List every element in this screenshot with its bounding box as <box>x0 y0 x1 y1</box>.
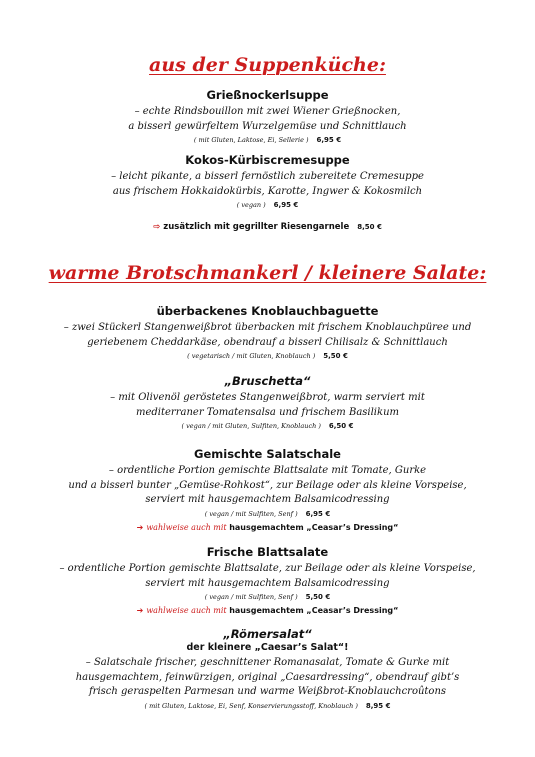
section-title-soups: aus der Suppenküche: <box>149 54 386 76</box>
item-allergens <box>0 135 535 146</box>
allergen-text: ( vegan / mit Sulfiten, Senf ) <box>204 509 298 518</box>
arrow-right-icon: ➔ <box>136 522 144 532</box>
item-desc-line: hausgemachtem, feinwürzigen, original „Caesardressing“, obendrauf gibt’s <box>75 671 460 683</box>
item-price: 6,95 € <box>305 509 331 518</box>
item-desc-line: – leicht pikante, a bisserl fernöstlich zubereitete Cremesuppe <box>111 171 424 182</box>
addon-prefix: wahlweise auch mit <box>146 522 227 532</box>
menu-item-griessnockerlsuppe <box>0 88 535 146</box>
item-desc-line: serviert mit hausgemachtem Balsamicodressing <box>145 577 390 589</box>
item-title: Grießnockerlsuppe <box>206 88 329 102</box>
item-desc-line: serviert mit hausgemachtem Balsamicodressing <box>145 494 390 505</box>
addon-prefix: wahlweise auch mit <box>146 606 227 615</box>
menu-item-bruschetta <box>0 374 535 432</box>
addon-dressing-option <box>0 521 535 534</box>
item-price: 8,95 € <box>365 701 391 710</box>
menu-item-roemersalat <box>0 627 535 712</box>
item-subtitle: der kleinere „Caesar’s Salat“! <box>186 642 349 653</box>
menu-item-frische-blattsalate <box>0 545 535 617</box>
allergen-text: ( vegetarisch / mit Gluten, Knoblauch ) <box>187 352 316 360</box>
addon-text: hausgemachtem „Ceasar’s Dressing“ <box>229 606 399 615</box>
allergen-text: ( mit Gluten, Laktose, Ei, Senf, Konservierungsstoff, Knoblauch ) <box>144 701 358 710</box>
item-desc-line: – mit Olivenöl geröstetes Stangenweißbrot, warm serviert mit <box>110 392 425 403</box>
item-desc-line: frisch geraspelten Parmesan und warme Weißbrot-Knoblauchcroûtons <box>88 686 447 697</box>
item-title: Frische Blattsalate <box>206 545 329 559</box>
item-title: „Bruschetta“ <box>224 374 311 388</box>
item-allergens <box>0 592 535 603</box>
item-title: Kokos-Kürbiscremesuppe <box>185 153 350 167</box>
allergen-text: ( vegan / mit Sulfiten, Senf ) <box>204 593 298 601</box>
item-desc-line: – Salatschale frischer, geschnittener Romanasalat, Tomate & Gurke mit <box>85 657 450 668</box>
item-desc-line: a bisserl gewürfeltem Wurzelgemüse und Schnittlauch <box>128 120 407 132</box>
item-price: 8,50 € <box>357 223 382 231</box>
item-desc-line: und a bisserl bunter „Gemüse-Rohkost“, zur Beilage oder als kleine Vorspeise, <box>68 479 467 491</box>
item-desc-line: – zwei Stückerl Stangenweißbrot überbacken mit frischem Knoblauchpüree und <box>63 322 472 333</box>
item-price: 5,50 € <box>323 352 348 360</box>
addon-text: zusätzlich mit gegrillter Riesengarnele <box>163 222 350 232</box>
item-allergens <box>0 421 535 432</box>
item-title: Gemischte Salatschale <box>194 447 341 461</box>
section-title-bread-salads: warme Brotschmankerl / kleinere Salate: <box>48 262 487 284</box>
item-allergens <box>0 351 535 362</box>
item-price: 6,50 € <box>328 422 354 430</box>
item-desc-line: geriebenem Cheddarkäse, obendrauf a bisserl Chilisalz & Schnittlauch <box>87 336 448 348</box>
item-price: 6,95 € <box>273 201 299 209</box>
item-price: 5,50 € <box>305 593 331 601</box>
allergen-text: ( vegan ) <box>236 201 266 209</box>
menu-item-knoblauchbaguette <box>0 304 535 362</box>
item-desc-line: – ordentliche Portion gemischte Blattsalate mit Tomate, Gurke <box>108 465 427 476</box>
arrow-right-icon: ⇨ <box>153 222 161 232</box>
addon-riesengarnele <box>0 222 535 232</box>
menu-item-gemischte-salatschale <box>0 447 535 534</box>
item-allergens <box>0 200 535 211</box>
item-desc-line: – ordentliche Portion gemischte Blattsalate, zur Beilage oder als kleine Vorspeise, <box>59 563 476 574</box>
item-price: 6,95 € <box>316 136 342 144</box>
item-desc-line: – echte Rindsbouillon mit zwei Wiener Grießnocken, <box>134 106 401 117</box>
item-allergens <box>0 701 535 712</box>
item-desc-line: mediterraner Tomatensalsa und frischem Basilikum <box>136 406 399 418</box>
item-desc-line: aus frischem Hokkaidokürbis, Karotte, Ingwer & Kokosmilch <box>112 185 423 197</box>
item-allergens <box>0 509 535 520</box>
addon-text: hausgemachtem „Ceasar’s Dressing“ <box>229 522 399 532</box>
allergen-text: ( vegan / mit Gluten, Sulfiten, Knoblauch ) <box>181 422 321 430</box>
menu-item-kokos-kuerbiscremesuppe <box>0 153 535 211</box>
item-title: „Römersalat“ <box>223 627 312 641</box>
item-title: überbackenes Knoblauchbaguette <box>156 304 379 318</box>
addon-dressing-option <box>0 604 535 617</box>
arrow-right-icon: ➔ <box>136 606 144 615</box>
allergen-text: ( mit Gluten, Laktose, Ei, Sellerie ) <box>193 136 309 144</box>
